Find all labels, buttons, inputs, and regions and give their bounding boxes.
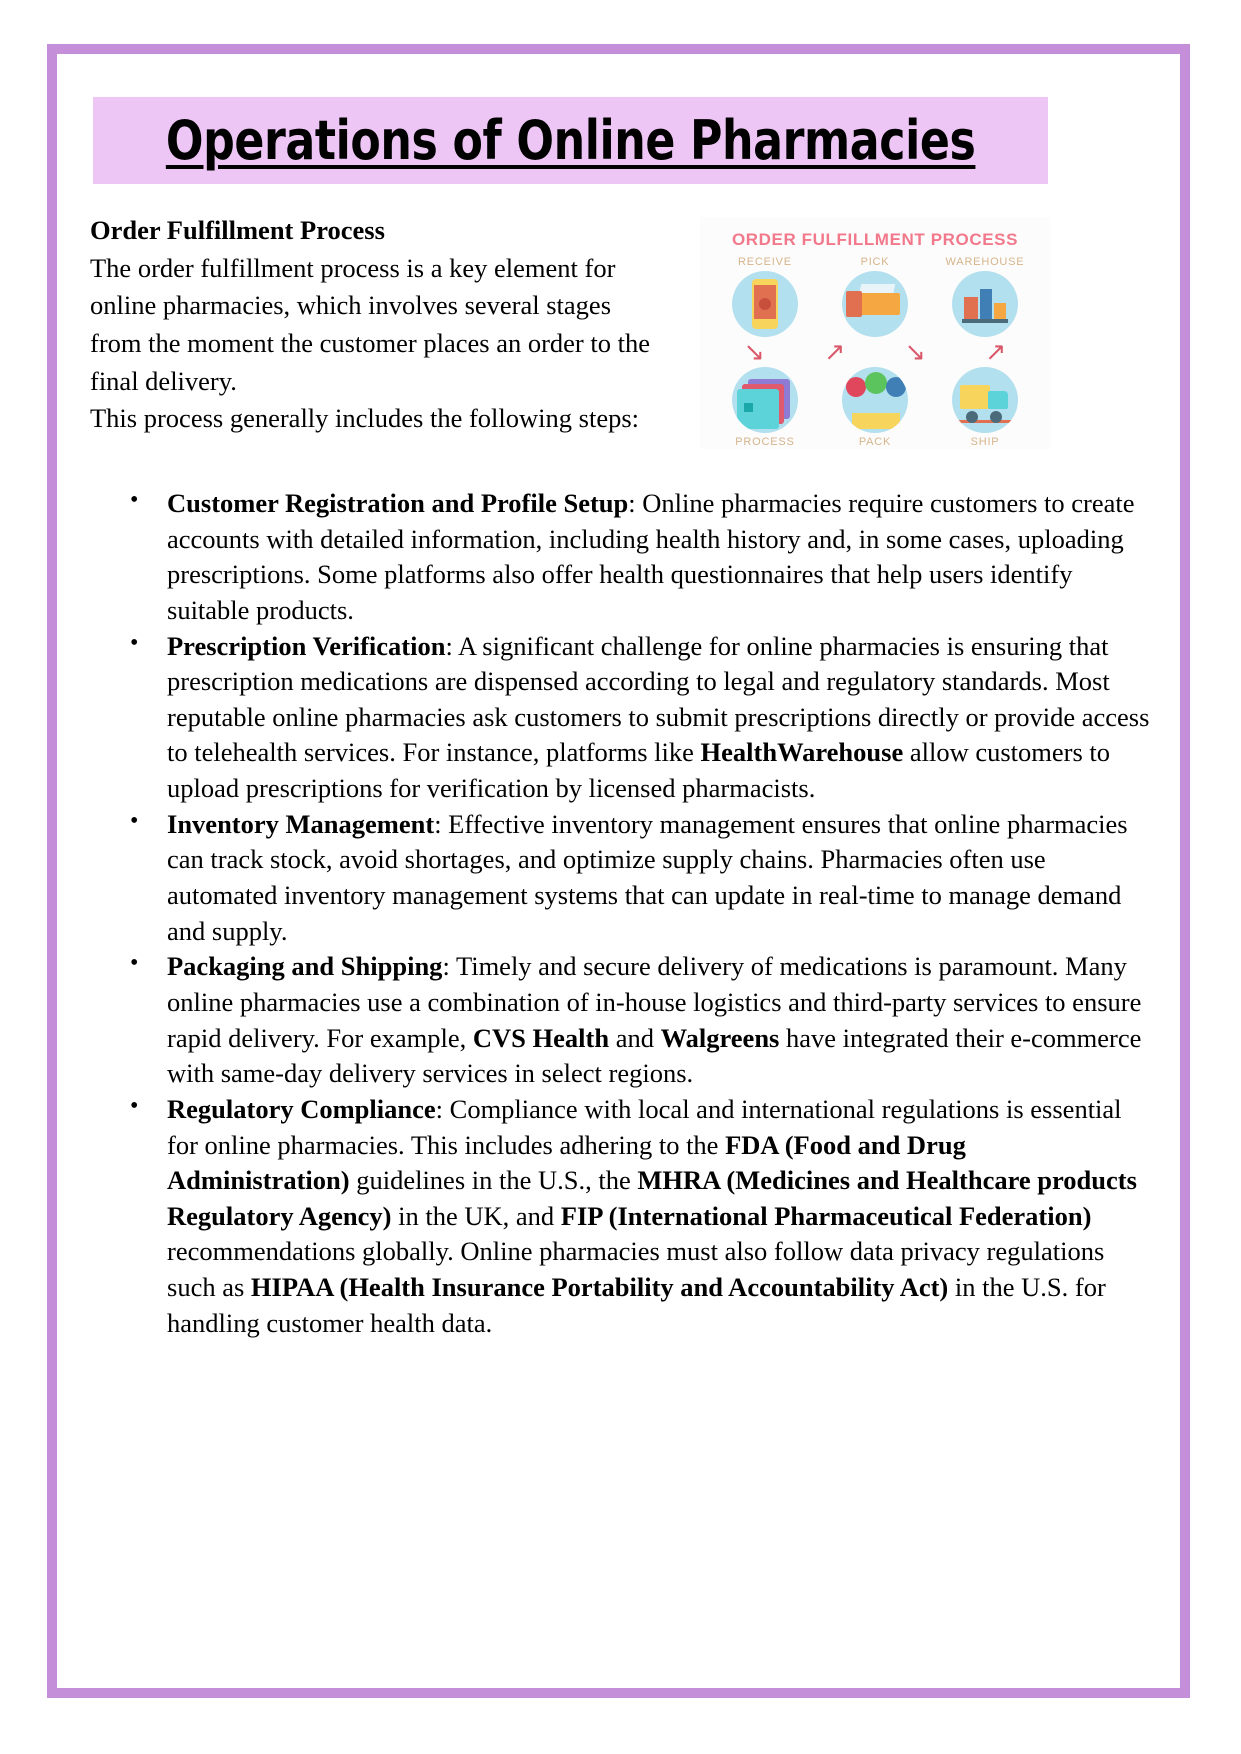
infographic-step-ship xyxy=(937,367,1033,448)
infographic-label-process: PROCESS xyxy=(735,436,795,448)
list-item xyxy=(90,1092,1150,1341)
page-title: Operations of Online Pharmacies xyxy=(165,108,976,172)
bullet-body: and xyxy=(609,1022,661,1053)
process-layers-icon xyxy=(732,367,798,433)
bullet-emphasis: FIP (International Pharmaceutical Federation) xyxy=(560,1200,1092,1231)
intro-section xyxy=(90,212,1150,462)
intro-heading: Order Fulfillment Process xyxy=(90,215,385,245)
arrow-down-right-icon: ↘ xyxy=(743,337,765,366)
infographic-label-ship: SHIP xyxy=(970,436,1000,448)
arrow-down-right-icon-2: ↘ xyxy=(904,337,926,366)
infographic-step-pack xyxy=(827,367,923,448)
bullet-body: : A significant challenge for online pharmacies is ensuring that prescription medications are dispensed according to legal and regulatory standards. Most reputable online pharmacies ask customers to submit prescriptions directly or provide access to telehealth services. For instance, platforms like xyxy=(167,630,1150,768)
infographic-title: ORDER FULFILLMENT PROCESS xyxy=(731,230,1019,249)
bullet-emphasis: HealthWarehouse xyxy=(700,737,904,768)
delivery-truck-icon xyxy=(952,367,1018,433)
infographic-label-warehouse: WAREHOUSE xyxy=(945,256,1025,268)
bullet-body: guidelines in the U.S., the xyxy=(349,1165,638,1196)
page-content xyxy=(90,97,1150,1668)
list-item xyxy=(90,486,1150,629)
hand-box-icon xyxy=(842,271,908,337)
infographic-label-pack: PACK xyxy=(858,436,892,448)
bullet-term: Packaging and Shipping xyxy=(167,951,443,982)
intro-paragraph-2: This process generally includes the following steps: xyxy=(90,403,640,434)
list-item xyxy=(90,629,1150,807)
arrow-up-right-icon-2: ↗ xyxy=(985,337,1007,366)
bullet-emphasis: MHRA (Medicines and Healthcare products Regulatory Agency) xyxy=(167,1165,1137,1231)
bullet-term: Prescription Verification xyxy=(167,630,446,661)
arrow-up-right-icon-1: ↗ xyxy=(824,337,846,366)
bullet-emphasis: CVS Health xyxy=(472,1022,610,1053)
bullet-emphasis: HIPAA (Health Insurance Portability and Accountability Act) xyxy=(250,1272,949,1303)
bullet-body: : Online pharmacies require customers to create accounts with detailed information, including health history and, in some cases, uploading prescriptions. Some platforms also offer health questionnaires that help users identify suitable products. xyxy=(167,488,1135,625)
pack-goods-icon xyxy=(842,367,908,433)
infographic-step-pick xyxy=(827,256,923,337)
infographic-label-receive: RECEIVE xyxy=(738,256,792,268)
bullet-body: : Effective inventory management ensures that online pharmacies can track stock, avoid shortages, and optimize supply chains. Pharmacies often use automated inventory management systems that can update in real-time to manage demand and supply. xyxy=(167,808,1128,946)
phone-icon xyxy=(732,271,798,337)
fulfillment-steps-list xyxy=(90,486,1150,1341)
infographic-bottom-row xyxy=(700,367,1050,448)
bullet-body: allow customers to upload prescriptions for verification by licensed pharmacists. xyxy=(167,737,1111,804)
bullet-term: Inventory Management xyxy=(167,808,435,839)
infographic-label-pick: PICK xyxy=(860,256,890,268)
infographic-arrows xyxy=(714,339,1036,365)
bullet-term: Regulatory Compliance xyxy=(167,1093,436,1124)
title-banner xyxy=(93,97,1048,184)
bullet-term: Customer Registration and Profile Setup xyxy=(167,488,629,518)
warehouse-shelf-icon xyxy=(952,271,1018,337)
infographic-top-row xyxy=(700,256,1050,337)
intro-text-column xyxy=(90,212,665,438)
bullet-body: in the UK, and xyxy=(391,1200,561,1231)
bullet-body: recommendations globally. Online pharmacies must also follow data privacy regulations such as xyxy=(167,1236,1105,1303)
bullet-body: in the U.S. for handling customer health data. xyxy=(167,1272,1106,1338)
bullet-emphasis: FDA (Food and Drug Administration) xyxy=(167,1129,966,1196)
infographic-step-process xyxy=(717,367,813,448)
bullet-body: have integrated their e-commerce with same-day delivery services in select regions. xyxy=(167,1022,1142,1089)
list-item xyxy=(90,807,1150,950)
bullet-body: : Timely and secure delivery of medications is paramount. Many online pharmacies use a combination of in-house logistics and third-party services to ensure rapid delivery. For example, xyxy=(167,951,1142,1053)
infographic-step-receive xyxy=(717,256,813,337)
infographic-step-warehouse xyxy=(937,256,1033,337)
list-item xyxy=(90,949,1150,1092)
bullet-body: : Compliance with local and international regulations is essential for online pharmacies. This includes adhering to the xyxy=(167,1093,1122,1160)
page-border xyxy=(47,44,1190,1698)
order-fulfillment-infographic xyxy=(700,217,1050,449)
bullet-emphasis: Walgreens xyxy=(660,1022,780,1053)
intro-paragraph-1: The order fulfillment process is a key element for online pharmacies, which involves several stages from the moment the customer places an order to the final delivery. xyxy=(90,252,650,396)
